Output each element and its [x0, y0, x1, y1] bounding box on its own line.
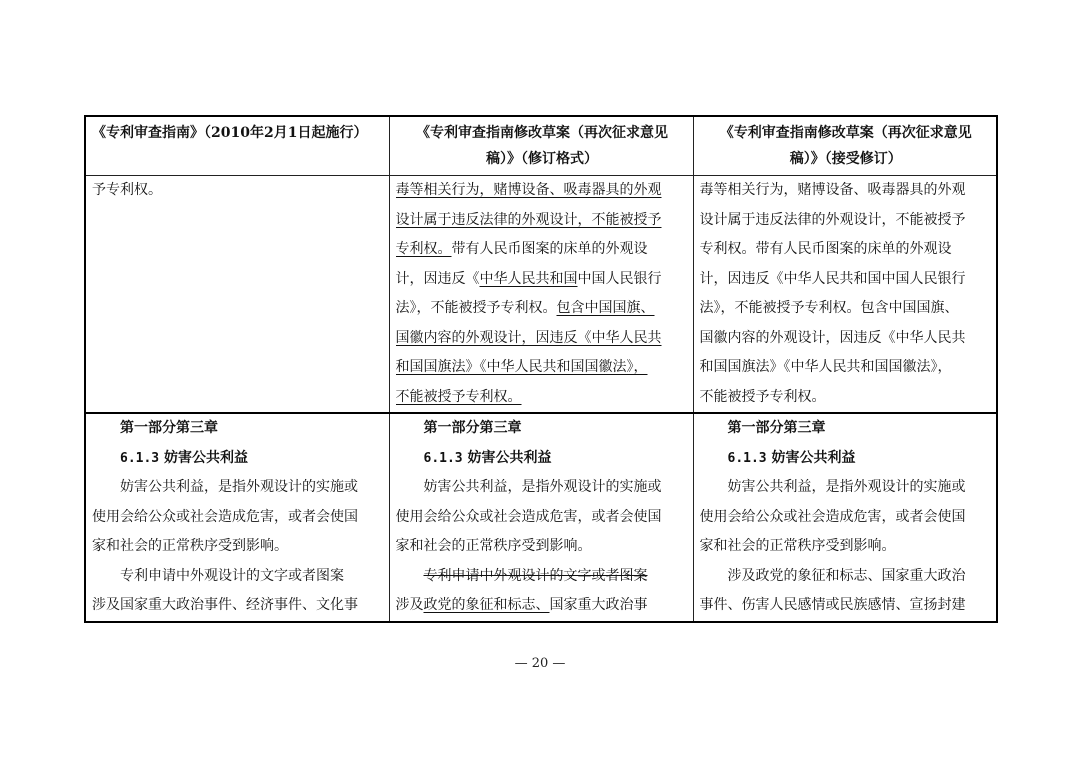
header-col-revision-line1: 《专利审查指南修改草案（再次征求意见 [416, 125, 668, 141]
paragraph-line: 涉及政党的象征和标志、国家重大政治 [727, 567, 966, 584]
table-row [85, 176, 997, 414]
inserted-text: 设计属于违反法律的外观设计，不能被授予 [395, 211, 662, 228]
subsection-number: 6.1.3 [120, 450, 160, 466]
page-number: — 20 — [514, 656, 566, 671]
inserted-text: 毒等相关行为，赌博设备、吸毒器具的外观 [395, 182, 662, 198]
row1-col-revision-line [396, 324, 689, 354]
subsection-number: 6.1.3 [727, 450, 767, 466]
inserted-text: 政党的象征和标志、 [423, 597, 550, 613]
inserted-text: 国徽内容的外观设计，因违反《中华人民共 [395, 329, 662, 346]
row1-col-accepted-line: 国徽内容的外观设计，因违反《中华人民共 [699, 329, 966, 346]
row1-col-accepted-line: 专利权。带有人民币图案的床单的外观设 [699, 241, 952, 257]
header-col-revision-line2: 稿）》（修订格式） [486, 151, 598, 167]
row1-col-accepted-line: 不能被授予专利权。 [699, 388, 826, 405]
row1-col-accepted-line: 和国国旗法》《中华人民共和国国徽法》， [699, 359, 952, 375]
subsection-heading [700, 444, 993, 474]
paragraph-line: 专利申请中外观设计的文字或者图案 [120, 567, 344, 584]
row2-col-revision [389, 413, 693, 622]
row1-col-current [85, 176, 389, 414]
subsection-heading [92, 444, 385, 474]
deleted-text-line: 专利申请中外观设计的文字或者图案 [423, 567, 648, 584]
row1-col-accepted-line: 毒等相关行为，赌博设备、吸毒器具的外观 [699, 182, 966, 198]
section-heading: 第一部分第三章 [423, 420, 522, 436]
row1-col-revision-line [396, 265, 689, 295]
paragraph-line: 家和社会的正常秩序受到影响。 [699, 538, 896, 554]
row1-col-revision-line [396, 383, 689, 413]
text-segment: 计，因违反《 [395, 270, 480, 287]
row1-col-accepted-line: 计，因违反《中华人民共和国中国人民银行 [699, 270, 966, 287]
paragraph-line: 妨害公共利益，是指外观设计的实施或 [120, 479, 358, 495]
inserted-text: 中华人民共和国 [479, 270, 578, 287]
paragraph-line: 使用会给公众或社会造成危害，或者会使国 [699, 508, 966, 525]
section-heading: 第一部分第三章 [120, 420, 218, 436]
subsection-title: 妨害公共利益 [771, 449, 856, 466]
row1-col-current-line: 予专利权。 [92, 182, 162, 198]
row1-col-revision-line [396, 294, 689, 324]
header-col-current-text: 《专利审查指南》（2010年2月1日起施行） [92, 125, 368, 141]
table-row [85, 413, 997, 622]
section-heading: 第一部分第三章 [727, 420, 826, 436]
subsection-title: 妨害公共利益 [164, 449, 249, 466]
paragraph-line: 涉及国家重大政治事件、经济事件、文化事 [92, 597, 358, 613]
paragraph-line: 使用会给公众或社会造成危害，或者会使国 [92, 508, 358, 525]
inserted-text: 包含中国国旗、 [556, 300, 655, 316]
text-segment: 法》，不能被授予专利权。 [395, 300, 557, 316]
row1-col-revision-line [396, 206, 689, 236]
subsection-number: 6.1.3 [423, 450, 463, 466]
paragraph-line: 事件、伤害人民感情或民族感情、宣扬封建 [699, 597, 966, 613]
row1-col-accepted [693, 176, 997, 414]
text-segment: 带有人民币图案的床单的外观设 [451, 241, 648, 257]
row1-col-revision [389, 176, 693, 414]
row1-col-accepted-line: 设计属于违反法律的外观设计，不能被授予 [699, 211, 966, 228]
row1-col-revision-line [396, 176, 689, 206]
text-segment: 涉及 [395, 597, 424, 613]
header-col-accepted-line1: 《专利审查指南修改草案（再次征求意见 [719, 125, 972, 141]
row2-col-accepted [693, 413, 997, 622]
paragraph-line: 家和社会的正常秩序受到影响。 [395, 538, 592, 554]
inserted-text: 专利权。 [395, 241, 452, 257]
comparison-table [84, 115, 998, 623]
header-col-current [85, 116, 389, 176]
row1-col-revision-line [396, 353, 689, 383]
text-segment: 中国人民银行 [577, 270, 662, 287]
row2-col-current [85, 413, 389, 622]
text-segment: 国家重大政治事 [549, 597, 648, 613]
row1-col-accepted-line: 法》，不能被授予专利权。包含中国国旗、 [699, 300, 959, 316]
subsection-heading [396, 444, 689, 474]
header-col-accepted [693, 116, 997, 176]
header-col-accepted-line2: 稿）》（接受修订） [789, 151, 902, 167]
paragraph-line [396, 591, 689, 621]
subsection-title: 妨害公共利益 [467, 449, 552, 466]
paragraph-line: 使用会给公众或社会造成危害，或者会使国 [395, 508, 662, 525]
row1-col-revision-line [396, 235, 689, 265]
inserted-text: 不能被授予专利权。 [395, 388, 522, 405]
paragraph-line: 家和社会的正常秩序受到影响。 [92, 538, 288, 554]
inserted-text: 和国国旗法》《中华人民共和国国徽法》， [395, 359, 648, 375]
paragraph-line: 妨害公共利益，是指外观设计的实施或 [727, 479, 966, 495]
header-row [85, 116, 997, 176]
header-col-revision [389, 116, 693, 176]
paragraph-line: 妨害公共利益，是指外观设计的实施或 [423, 479, 662, 495]
